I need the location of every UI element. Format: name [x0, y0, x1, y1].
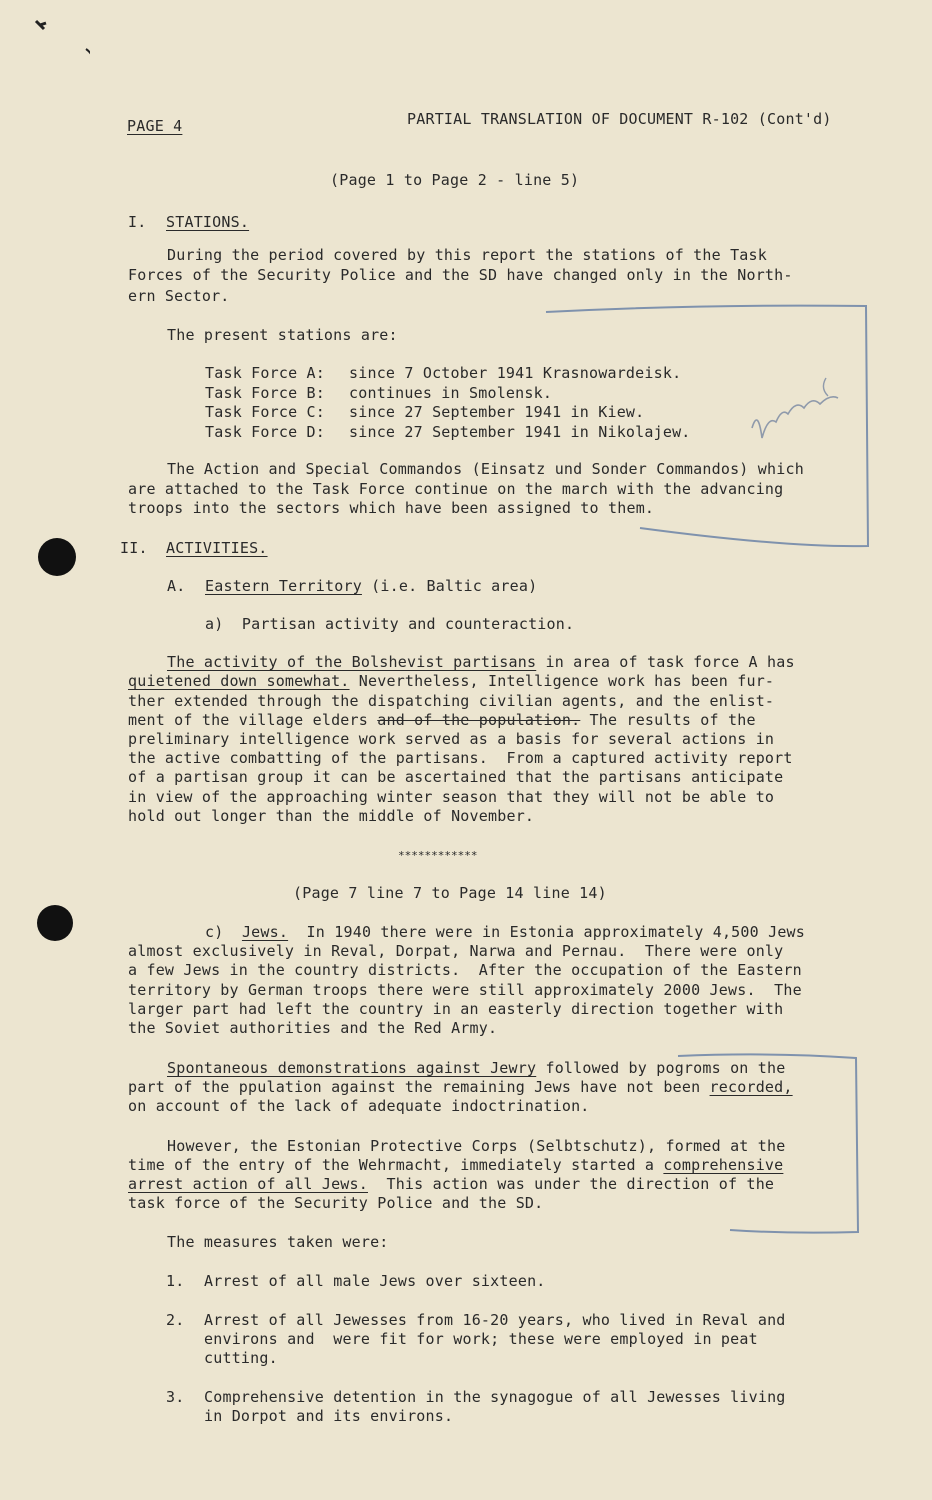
measure-number: 2.: [166, 1311, 185, 1329]
measure-line: in Dorpot and its environs.: [204, 1407, 454, 1425]
document-title: PARTIAL TRANSLATION OF DOCUMENT R-102 (Cont'd): [407, 110, 832, 128]
partisan-para-line: The activity of the Bolshevist partisans in area of task force A has: [167, 653, 795, 671]
page-range-1: (Page 1 to Page 2 - line 5): [330, 171, 580, 189]
separator: ************: [398, 849, 478, 862]
partisan-para-line: ment of the village elders and of the population. The results of the: [128, 711, 756, 729]
stations-para-line: During the period covered by this report the stations of the Task: [167, 246, 767, 264]
jews-para-line: c) Jews. In 1940 there were in Estonia approximately 4,500 Jews: [205, 923, 806, 941]
measure-line: Arrest of all Jewesses from 16-20 years, who lived in Reval and: [204, 1311, 786, 1329]
measure-number: 1.: [166, 1272, 185, 1290]
measures-intro: The measures taken were:: [167, 1233, 389, 1251]
however-para-line: task force of the Security Police and the SD.: [128, 1194, 544, 1212]
jews-para-line: a few Jews in the country districts. After the occupation of the Eastern: [128, 961, 802, 979]
however-para-line: However, the Estonian Protective Corps (Selbtschutz), formed at the: [167, 1137, 786, 1155]
station-label: Task Force D:: [205, 423, 325, 441]
punch-hole-bottom: [37, 905, 73, 941]
measure-line: cutting.: [204, 1349, 278, 1367]
station-value: since 27 September 1941 in Nikolajew.: [349, 423, 691, 441]
spontaneous-para-line: part of the ppulation against the remaining Jews have not been recorded,: [128, 1078, 793, 1096]
jews-para-line: almost exclusively in Reval, Dorpat, Narwa and Pernau. There were only: [128, 942, 784, 960]
stations-para-line: Forces of the Security Police and the SD have changed only in the North-: [128, 266, 793, 284]
stations-intro: The present stations are:: [167, 326, 398, 344]
commandos-para-line: are attached to the Task Force continue on the march with the advancing: [128, 480, 784, 498]
section-1-number: I.: [128, 213, 147, 231]
measure-number: 3.: [166, 1388, 185, 1406]
station-value: since 27 September 1941 in Kiew.: [349, 403, 645, 421]
partisan-para-line: hold out longer than the middle of November.: [128, 807, 535, 825]
measure-line: Arrest of all male Jews over sixteen.: [204, 1272, 546, 1290]
spontaneous-para-line: on account of the lack of adequate indoctrination.: [128, 1097, 590, 1115]
partisan-para-line: in view of the approaching winter season that they will not be able to: [128, 788, 775, 806]
corner-mark-icon: [30, 15, 90, 60]
subsection-a-number: A.: [167, 577, 186, 595]
station-value: since 7 October 1941 Krasnowardeisk.: [349, 364, 682, 382]
section-1-heading: STATIONS.: [166, 213, 250, 231]
commandos-para-line: The Action and Special Commandos (Einsatz und Sonder Commandos) which: [167, 460, 804, 478]
spontaneous-para-line: Spontaneous demonstrations against Jewry followed by pogroms on the: [167, 1059, 786, 1077]
subsection-a-heading: Eastern Territory (i.e. Baltic area): [205, 577, 538, 595]
however-para-line: arrest action of all Jews. This action was under the direction of the: [128, 1175, 775, 1193]
jews-para-line: larger part had left the country in an easterly direction together with: [128, 1000, 784, 1018]
however-para-line: time of the entry of the Wehrmacht, immediately started a comprehensive: [128, 1156, 784, 1174]
partisan-para-line: the active combatting of the partisans. From a captured activity report: [128, 749, 793, 767]
initials-signature-icon: [748, 368, 848, 458]
station-value: continues in Smolensk.: [349, 384, 553, 402]
subsection-a-item: a) Partisan activity and counteraction.: [205, 615, 575, 633]
measure-line: environs and were fit for work; these were employed in peat: [204, 1330, 758, 1348]
partisan-para-line: ther extended through the dispatching civilian agents, and the enlist-: [128, 692, 775, 710]
partisan-para-line: quietened down somewhat. Nevertheless, Intelligence work has been fur-: [128, 672, 775, 690]
stations-para-line: ern Sector.: [128, 287, 230, 305]
page-number: PAGE 4: [127, 117, 183, 135]
partisan-para-line: of a partisan group it can be ascertained that the partisans anticipate: [128, 768, 784, 786]
measure-line: Comprehensive detention in the synagogue of all Jewesses living: [204, 1388, 786, 1406]
commandos-para-line: troops into the sectors which have been assigned to them.: [128, 499, 655, 517]
station-label: Task Force B:: [205, 384, 325, 402]
jews-para-line: territory by German troops there were still approximately 2000 Jews. The: [128, 981, 802, 999]
section-2-number: II.: [120, 539, 148, 557]
section-2-heading: ACTIVITIES.: [166, 539, 268, 557]
partisan-para-line: preliminary intelligence work served as a basis for several actions in: [128, 730, 775, 748]
station-label: Task Force C:: [205, 403, 325, 421]
page-range-2: (Page 7 line 7 to Page 14 line 14): [293, 884, 607, 902]
punch-hole-top: [38, 538, 76, 576]
jews-para-line: the Soviet authorities and the Red Army.: [128, 1019, 498, 1037]
station-label: Task Force A:: [205, 364, 325, 382]
